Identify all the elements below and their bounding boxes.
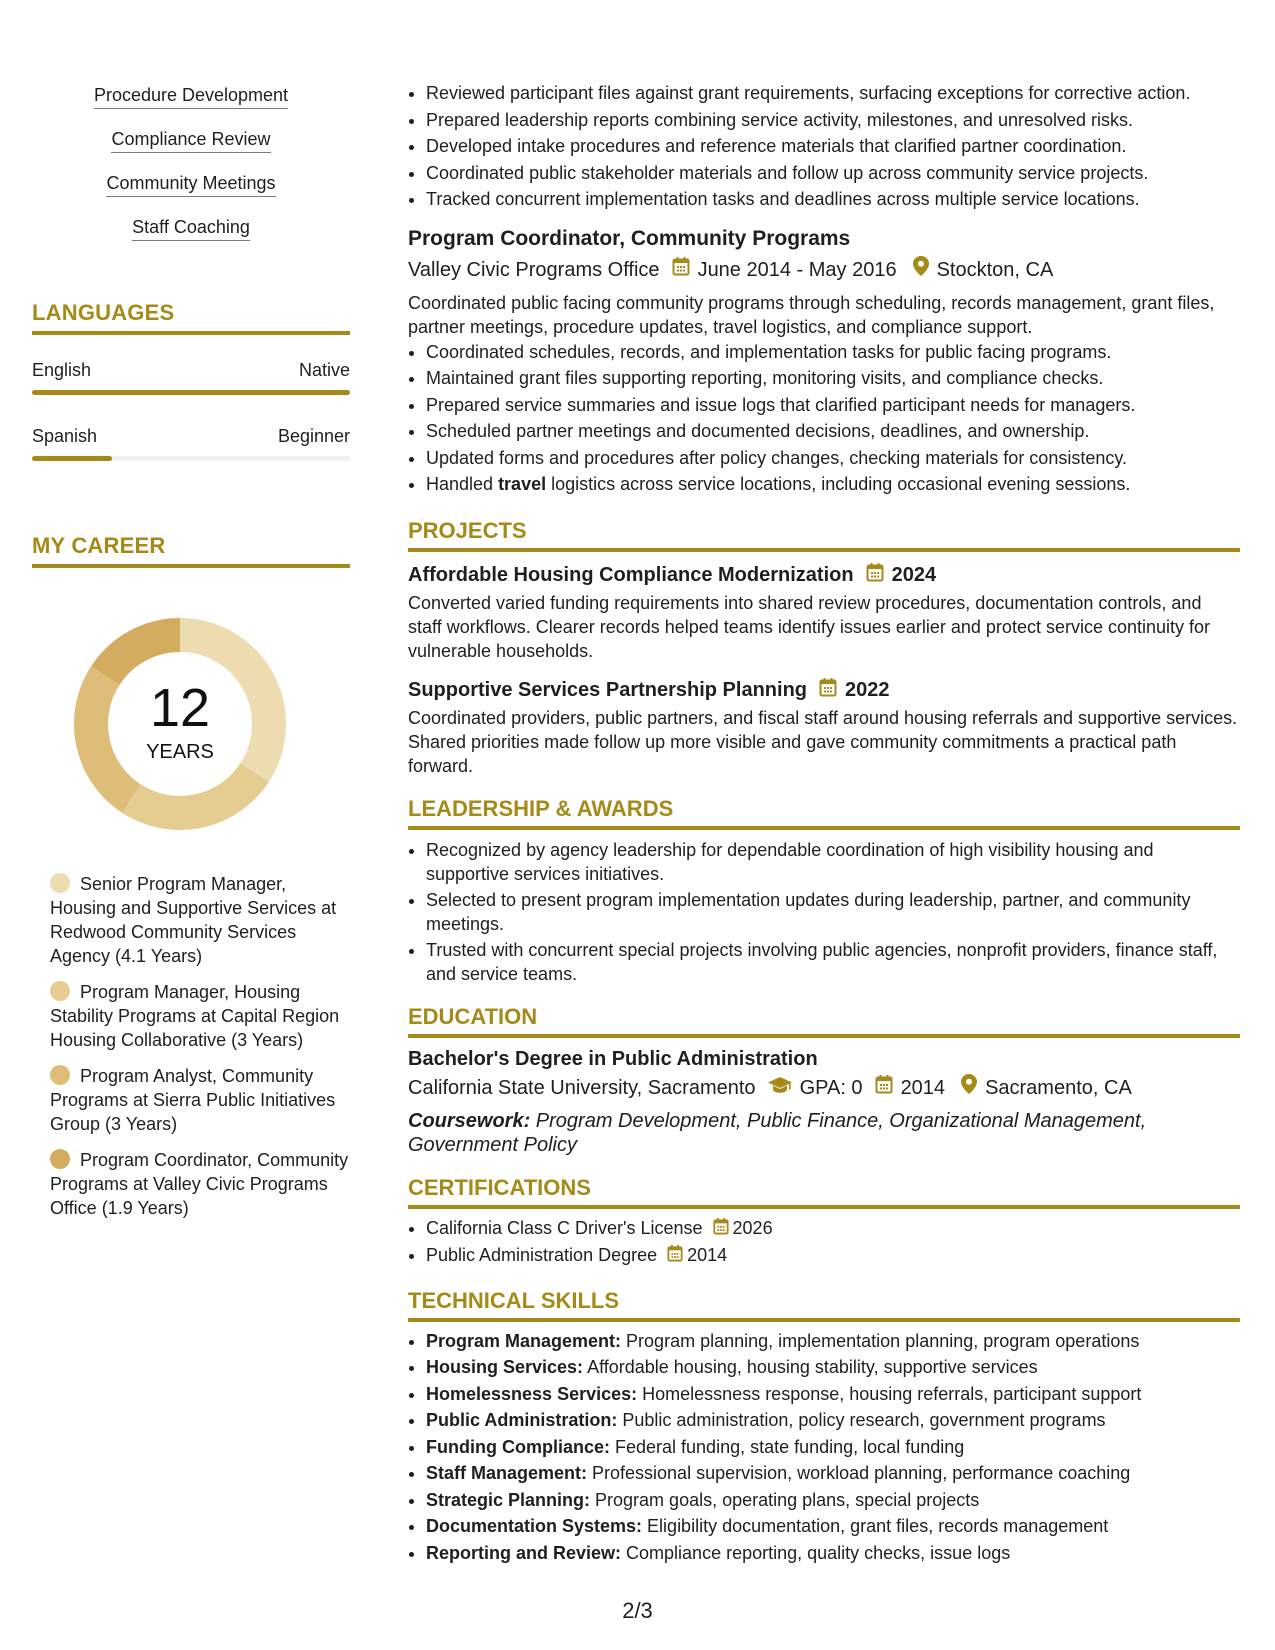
skill-item: • Documentation Systems: Eligibility documentation, grant files, records management bbox=[426, 1513, 1240, 1540]
calendar-icon bbox=[667, 1243, 683, 1270]
legend-dot bbox=[50, 981, 70, 1001]
skill-item: • Public Administration: Public administration, policy research, government programs bbox=[426, 1407, 1240, 1434]
career-unit: YEARS bbox=[146, 741, 214, 763]
bullet: • Scheduled partner meetings and documented decisions, deadlines, and ownership. bbox=[426, 418, 1240, 445]
calendar-icon bbox=[672, 255, 690, 285]
skill-item: • Strategic Planning: Program goals, operating plans, special projects bbox=[426, 1487, 1240, 1514]
certification-item: • California Class C Driver's License 2026 bbox=[426, 1215, 1240, 1243]
career-list bbox=[32, 872, 350, 1220]
degree: Bachelor's Degree in Public Administration bbox=[408, 1047, 818, 1070]
bullet: • Coordinated schedules, records, and implementation tasks for public facing programs. bbox=[426, 339, 1240, 366]
project-year: 2024 bbox=[891, 564, 937, 586]
calendar-icon bbox=[866, 562, 884, 589]
bullet: • Updated forms and procedures after policy changes, checking materials for consistency. bbox=[426, 445, 1240, 472]
language-bar-fill bbox=[32, 456, 112, 461]
language-bar bbox=[32, 456, 350, 461]
legend-dot bbox=[50, 1149, 70, 1169]
skill-item: • Staff Management: Professional supervision, workload planning, performance coaching bbox=[426, 1460, 1240, 1487]
bullet: • Prepared service summaries and issue logs that clarified participant needs for managers. bbox=[426, 392, 1240, 419]
skill-tag: Procedure Development bbox=[94, 84, 288, 109]
leadership-bullets bbox=[408, 838, 1240, 986]
certification-item: • Public Administration Degree 2014 bbox=[426, 1242, 1240, 1270]
page-number: 2/3 bbox=[622, 1598, 653, 1623]
project-desc: Converted varied funding requirements into shared review procedures, documentation controls, and staff workflows. Clearer records helped teams identify issues earlier and protect service continuity for vulnerable households. bbox=[408, 592, 1211, 661]
main-content bbox=[408, 80, 1240, 1566]
bullet: • Coordinated public stakeholder materials and follow up across community service projects. bbox=[426, 160, 1240, 187]
legend-dot bbox=[50, 1065, 70, 1085]
career-title: MY CAREER bbox=[32, 533, 350, 568]
map-pin-icon bbox=[961, 1073, 977, 1103]
education-year: 2014 bbox=[900, 1076, 946, 1099]
career-item: Program Manager, Housing Stability Programs at Capital Region Housing Collaborative (3 Years) bbox=[50, 982, 340, 1050]
graduation-cap-icon bbox=[768, 1073, 792, 1103]
career-total: 12 bbox=[149, 678, 211, 738]
language-row bbox=[32, 425, 350, 447]
school: California State University, Sacramento bbox=[408, 1076, 756, 1099]
skill-tags bbox=[32, 84, 350, 260]
certifications-title: CERTIFICATIONS bbox=[408, 1175, 1240, 1209]
project-title: Supportive Services Partnership Planning 2022 bbox=[408, 677, 1240, 704]
leadership-title: LEADERSHIP & AWARDS bbox=[408, 796, 1240, 830]
bullet: • Reviewed participant files against grant requirements, surfacing exceptions for corrective action. bbox=[426, 80, 1240, 107]
bullet: • Selected to present program implementation updates during leadership, partner, and community meetings. bbox=[426, 888, 1240, 936]
calendar-icon bbox=[875, 1073, 893, 1103]
bullet: • Prepared leadership reports combining service activity, milestones, and unresolved risks. bbox=[426, 107, 1240, 134]
bullet: • Handled travel logistics across service locations, including occasional evening sessions. bbox=[426, 471, 1240, 498]
job-meta bbox=[408, 255, 1240, 285]
bullet: • Trusted with concurrent special projects involving public agencies, nonprofit providers, finance staff, and service teams. bbox=[426, 938, 1240, 986]
career-item: Program Coordinator, Community Programs at Valley Civic Programs Office (1.9 Years) bbox=[50, 1150, 349, 1218]
language-name: Spanish bbox=[32, 426, 98, 446]
skill-item: • Homelessness Services: Homelessness response, housing referrals, participant support bbox=[426, 1381, 1240, 1408]
language-bar bbox=[32, 390, 350, 395]
career-section bbox=[32, 533, 350, 1220]
education-meta bbox=[408, 1073, 1240, 1103]
skill-item: • Funding Compliance: Federal funding, state funding, local funding bbox=[426, 1434, 1240, 1461]
gpa: GPA: 0 bbox=[799, 1076, 863, 1099]
job-location: Stockton, CA bbox=[936, 258, 1054, 281]
education-title: EDUCATION bbox=[408, 1004, 1240, 1038]
language-name: English bbox=[32, 360, 92, 380]
bullet: • Maintained grant files supporting reporting, monitoring visits, and compliance checks. bbox=[426, 365, 1240, 392]
legend-dot bbox=[50, 873, 70, 893]
project-desc: Coordinated providers, public partners, and fiscal staff around housing referrals and supportive services. Shared priorities made follow up more visible and gave community commitments a practical path forward. bbox=[408, 707, 1238, 776]
certifications-list bbox=[408, 1215, 1240, 1270]
calendar-icon bbox=[819, 677, 837, 704]
skill-item: • Reporting and Review: Compliance reporting, quality checks, issue logs bbox=[426, 1540, 1240, 1567]
language-level: Beginner bbox=[277, 426, 350, 446]
coursework: Coursework: Program Development, Public Finance, Organizational Management, Government Policy bbox=[408, 1109, 1147, 1156]
career-donut bbox=[66, 610, 294, 838]
skill-tag: Compliance Review bbox=[111, 128, 270, 153]
skill-item: • Housing Services: Affordable housing, housing stability, supportive services bbox=[426, 1354, 1240, 1381]
language-level: Native bbox=[298, 360, 350, 380]
bullet: • Tracked concurrent implementation tasks and deadlines across multiple service locations. bbox=[426, 186, 1240, 213]
projects-title: PROJECTS bbox=[408, 518, 1240, 552]
skill-tag: Staff Coaching bbox=[132, 216, 250, 241]
bullet: • Recognized by agency leadership for dependable coordination of high visibility housing and supportive services initiatives. bbox=[426, 838, 1240, 886]
company: Valley Civic Programs Office bbox=[408, 258, 660, 281]
map-pin-icon bbox=[913, 255, 929, 285]
languages-section bbox=[32, 300, 350, 461]
career-item: Program Analyst, Community Programs at Sierra Public Initiatives Group (3 Years) bbox=[50, 1066, 336, 1134]
sidebar bbox=[32, 84, 350, 1232]
project-year: 2022 bbox=[845, 679, 890, 701]
job-title: Program Coordinator, Community Programs bbox=[408, 226, 851, 250]
bullet: • Developed intake procedures and reference materials that clarified partner coordination. bbox=[426, 133, 1240, 160]
project-title: Affordable Housing Compliance Modernization 2024 bbox=[408, 562, 1240, 589]
career-item: Senior Program Manager, Housing and Supportive Services at Redwood Community Services Agency (4.1 Years) bbox=[50, 874, 337, 966]
technical-skills-title: TECHNICAL SKILLS bbox=[408, 1288, 1240, 1322]
technical-skills-list bbox=[408, 1328, 1240, 1567]
education-location: Sacramento, CA bbox=[985, 1076, 1132, 1099]
skill-tag: Community Meetings bbox=[106, 172, 275, 197]
job-summary: Coordinated public facing community programs through scheduling, records management, grant files, partner meetings, procedure updates, travel logistics, and compliance support. bbox=[408, 292, 1215, 337]
languages-title: LANGUAGES bbox=[32, 300, 350, 335]
job-dates: June 2014 - May 2016 bbox=[697, 258, 897, 281]
language-bar-fill bbox=[32, 390, 350, 395]
skill-item: • Program Management: Program planning, implementation planning, program operations bbox=[426, 1328, 1240, 1355]
prev-job-bullets bbox=[408, 80, 1240, 213]
job-bullets bbox=[408, 339, 1240, 498]
language-row bbox=[32, 359, 350, 381]
calendar-icon bbox=[713, 1216, 729, 1243]
